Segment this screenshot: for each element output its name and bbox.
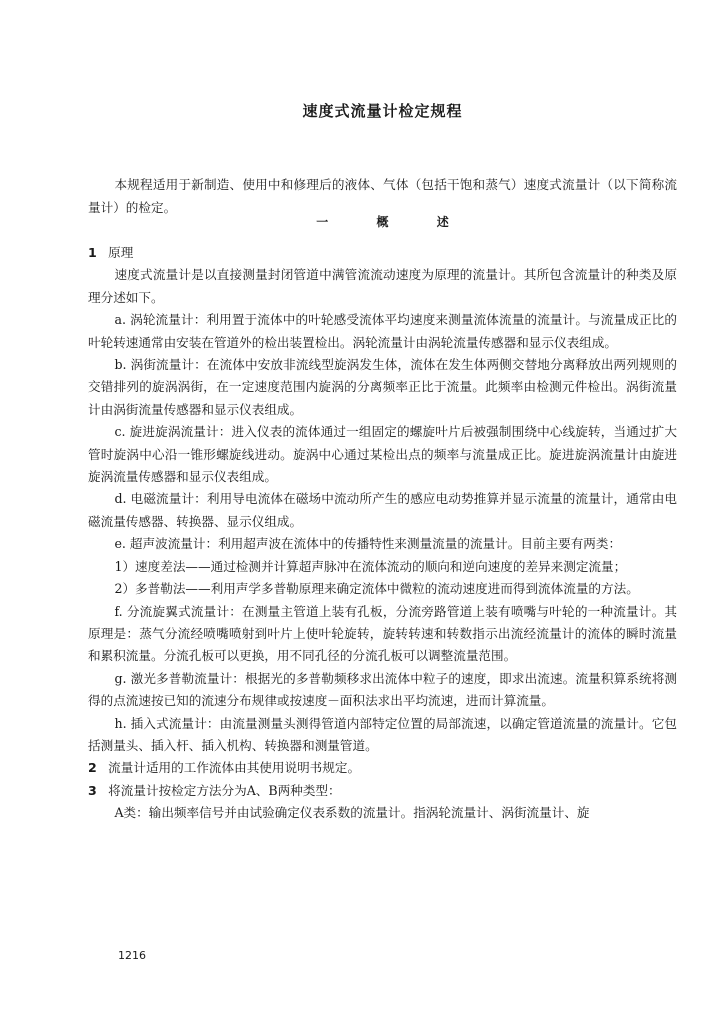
paragraph: h. 插入式流量计：由流量测量头测得管道内部特定位置的局部流速，以确定管道流量的流量计。它包括测量头、插入杆、插入机构、转换器和测量管道。 [88,715,677,753]
paragraph: 速度式流量计是以直接测量封闭管道中满管流流动速度为原理的流量计。其所包含流量计的种类及原理分述如下。 [88,267,677,305]
paragraph: e. 超声波流量计：利用超声波在流体中的传播特性来测量流量的流量计。目前主要有两类： [114,536,622,552]
page-title: 速度式流量计检定规程 [302,102,463,120]
paragraph: 2）多普勒法——利用声学多普勒原理来确定流体中微粒的流动速度进而得到流体流量的方法。 [114,581,639,597]
paragraph: g. 激光多普勒流量计：根据光的多普勒频移求出流体中粒子的速度，即求出流速。流量积算系统将测得的点流速按已知的流速分布规律或按速度－面积法求出平均流速，进而计算流量。 [88,670,677,709]
paragraph: d. 电磁流量计：利用导电流体在磁场中流动所产生的感应电动势推算并显示流量的流量计，通常由电磁流量传感器、转换器、显示仪组成。 [88,491,677,529]
paragraph: a. 涡轮流量计：利用置于流体中的叶轮感受流体平均速度来测量流体流量的流量计。与流量成正比的叶轮转速通常由安装在管道外的检出装置检出。涡轮流量计由涡轮流量传感器和显示仪表组成。 [88,312,677,350]
clause-heading: 1 原理 [88,242,677,264]
page-number: 1216 [118,949,146,962]
clause-number: 1 [88,245,97,260]
section-title-char: 述 [436,215,449,229]
paragraph: b. 涡街流量计：在流体中安放非流线型旋涡发生体，流体在发生体两侧交替地分离释放出两列规则的交错排列的旋涡涡街，在一定速度范围内旋涡的分离频率正比于流量。此频率由检测元件检出。涡街流量计由涡街流量传感器和显示仪表组成。 [88,357,677,417]
section-title-char: 概 [376,215,389,229]
clause-number: 2 [88,760,97,776]
intro-paragraph: 本规程适用于新制造、使用中和修理后的液体、气体（包括干饱和蒸气）速度式流量计（以下简称流量计）的检定。 [88,176,677,215]
section-number: 一 [316,215,329,229]
clause-number: 3 [88,782,97,798]
paragraph: c. 旋进旋涡流量计：进入仪表的流体通过一组固定的螺旋叶片后被强制围绕中心线旋转，当通过扩大管时旋涡中心沿一锥形螺旋线进动。旋涡中心通过某检出点的频率与流量成正比。旋进旋涡流量计由旋进旋涡流量传感器和显示仪表组成。 [88,424,677,485]
paragraph: f. 分流旋翼式流量计：在测量主管道上装有孔板，分流旁路管道上装有喷嘴与叶轮的一种流量计。其原理是：蒸气分流经喷嘴喷射到叶片上使叶轮旋转，旋转转速和转数指示出流经流量计的流体的瞬时流量和累积流量。分流孔板可以更换，用不同孔径的分流孔板可以调整流量范围。 [88,603,677,664]
section-heading [88,216,677,228]
clause-heading: 2 流量计适用的工作流体由其使用说明书规定。 [88,757,677,779]
paragraph: 1）速度差法——通过检测并计算超声脉冲在流体流动的顺向和逆向速度的差异来测定流量； [114,558,627,574]
body-text [88,242,677,825]
clause-heading: 3 将流量计按检定方法分为A、B两种类型： [88,780,677,802]
paragraph: A类：输出频率信号并由试验确定仪表系数的流量计。指涡轮流量计、涡街流量计、旋 [114,805,590,821]
